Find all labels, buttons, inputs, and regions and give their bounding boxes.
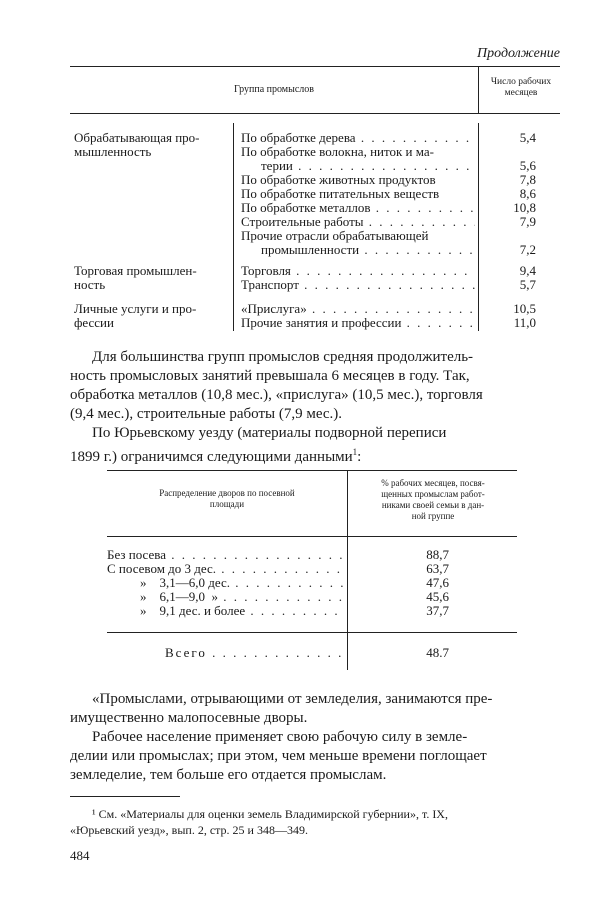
table-row: Прочие отрасли обрабатывающей	[241, 229, 429, 243]
table2-col1-header: Распределение дворов по посевной площади	[159, 488, 295, 509]
row-value: 10,8	[513, 200, 536, 215]
table-row-cont: терии . . .	[261, 159, 475, 173]
table2-top-rule	[107, 470, 517, 471]
row-value: 8,6	[519, 186, 536, 201]
footnote: ¹ См. «Материалы для оценки земель Владимирской губернии», т. IX, «Юрьевский уезд», вып. 2, стр. 25 и 348—349.	[70, 807, 448, 837]
table-row: Прочие занятия и профессии . . .	[241, 316, 475, 330]
row-value: 5,4	[519, 130, 536, 145]
table1-col2-header: Число рабочих месяцев	[490, 77, 552, 98]
row-value: 5,7	[519, 277, 536, 292]
table1-top-rule	[70, 66, 560, 67]
row-value: 45,6	[426, 589, 449, 604]
table2-header-rule	[107, 536, 517, 537]
table-row: Торговля . . .	[241, 264, 475, 278]
table2-total-label: Всего . . .	[165, 646, 343, 660]
table1-header-divider	[478, 66, 479, 113]
continued-label: Продолжение	[477, 46, 560, 61]
paragraph-yuriev: По Юрьевскому уезду (материалы подворной переписи 1899 г.) ограничимся следующими данными$^1$:	[70, 425, 447, 465]
table-row: По обработке животных продуктов	[241, 173, 436, 187]
paragraph-quote: «Промыслами, отрывающими от земледелия, занимаются пре- имущественно малопосевные дворы.	[70, 691, 493, 726]
table-row: По обработке дерева . . .	[241, 131, 475, 145]
table-row: По обработке волокна, ниток и ма-	[241, 145, 435, 159]
group-trade-name: Торговая промышлен- ность	[74, 263, 197, 292]
row-value: 7,2	[519, 242, 536, 257]
group-processing-name: Обрабатывающая про- мышленность	[74, 130, 200, 159]
table2-col2-header: % рабочих месяцев, посвя- щенных промыслам работ- никами своей семьи в дан- ной группе	[381, 478, 485, 521]
row-value: 11,0	[513, 315, 536, 330]
table-row: » 3,1—6,0 дес. . . .	[140, 576, 343, 590]
table-row: Без посева . . .	[107, 548, 343, 562]
row-value: 9,4	[519, 263, 536, 278]
table2-total-value: 48.7	[426, 645, 449, 660]
table-row: По обработке питательных веществ	[241, 187, 440, 201]
footnote-marker: 1	[352, 447, 358, 457]
table1-right-divider	[478, 123, 479, 331]
table-row: » 9,1 дес. и более . . .	[140, 604, 343, 618]
row-value: 7,8	[519, 172, 536, 187]
table2-divider	[347, 470, 348, 670]
row-value: 7,9	[519, 214, 536, 229]
row-value: 5,6	[519, 158, 536, 173]
page-number: 484	[70, 848, 90, 863]
row-value: 37,7	[426, 603, 449, 618]
table1-header-rule	[70, 113, 560, 114]
table-row-cont: промышленности . . .	[261, 243, 475, 257]
table-row: Транспорт . . .	[241, 278, 475, 292]
table-row: По обработке металлов . . .	[241, 201, 475, 215]
table1-left-divider	[233, 123, 234, 331]
paragraph-labor: Рабочее население применяет свою рабочую силу в земле- делии или промыслах; при этом, чем меньше времени поглощает земледелие, тем больше его отдается промыслам.	[70, 729, 487, 783]
row-value: 63,7	[426, 561, 449, 576]
table2-total-rule	[107, 632, 517, 633]
table1-col1-header: Группа промыслов	[233, 84, 315, 95]
footnote-rule	[70, 796, 180, 797]
row-value: 88,7	[426, 547, 449, 562]
row-value: 47,6	[426, 575, 449, 590]
row-value: 10,5	[513, 301, 536, 316]
paragraph-duration: Для большинства групп промыслов средняя продолжитель- ность промысловых занятий превышала 6 месяцев в году. Так, обработка металлов (10,8 мес.), «прислуга» (10,5 мес.), торговля (9,4 мес.), строительные работы (7,9 мес.).	[70, 349, 483, 422]
table-row: С посевом до 3 дес. . . .	[107, 562, 343, 576]
table-row: «Прислуга» . . .	[241, 302, 475, 316]
table-row: Строительные работы . . .	[241, 215, 475, 229]
group-services-name: Личные услуги и про- фессии	[74, 301, 197, 330]
table-row: » 6,1—9,0 » . . .	[140, 590, 343, 604]
